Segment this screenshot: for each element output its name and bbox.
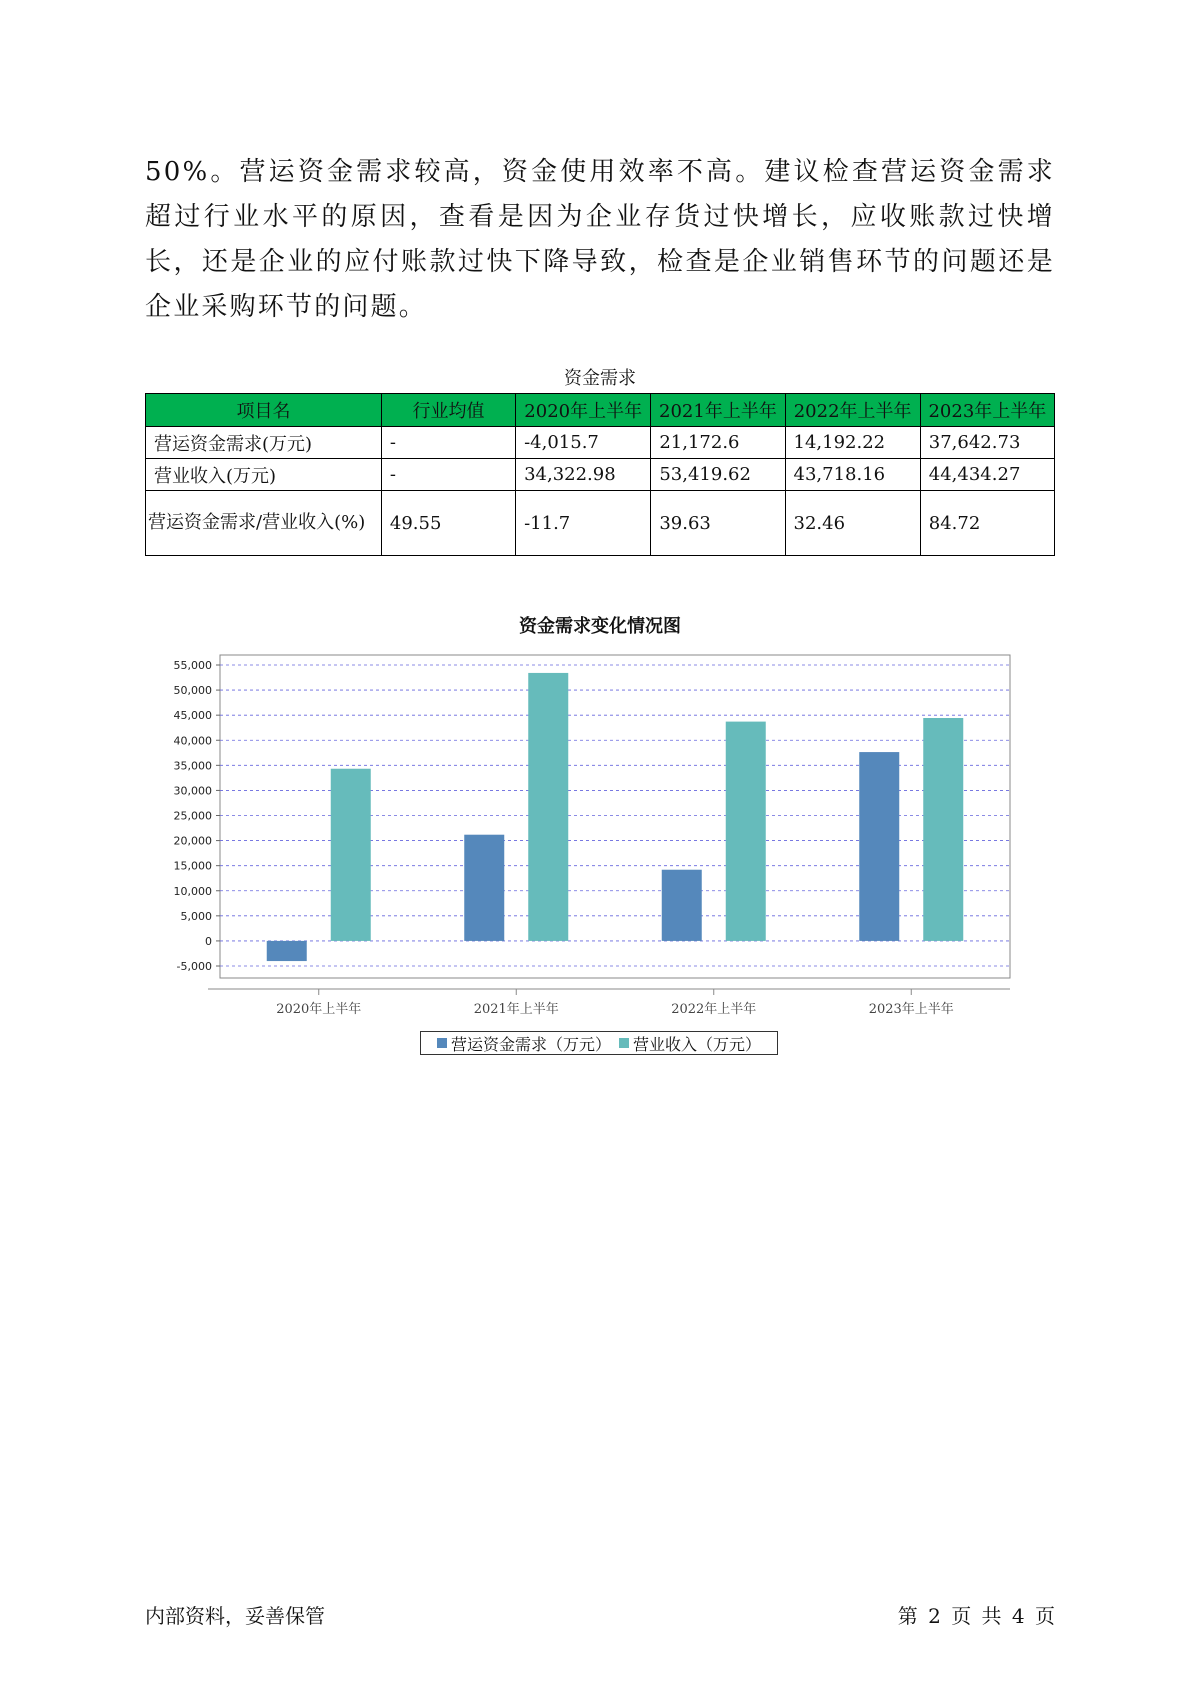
bar-revenue [923, 718, 963, 941]
table-cell: 34,322.98 [516, 459, 651, 491]
bar-revenue [528, 673, 568, 941]
y-tick-label: 35,000 [173, 759, 212, 773]
body-paragraph: 50%。营运资金需求较高，资金使用效率不高。建议检查营运资金需求超过行业水平的原因，查看是因为企业存货过快增长，应收账款过快增长，还是企业的应付账款过快下降导致，检查是企业销售环节的问题还是企业采购环节的问题。 [145, 157, 1055, 322]
y-tick-label: 15,000 [173, 859, 212, 873]
x-tick-label: 2020年上半年 [276, 1002, 362, 1017]
table-cell: 37,642.73 [920, 427, 1054, 459]
table-row [146, 491, 1055, 556]
header-2023h1: 2023年上半年 [920, 394, 1054, 427]
legend-label-working-capital: 营运资金需求（万元） [450, 1034, 611, 1054]
table-cell: 营运资金需求/营业收入(%) [146, 491, 382, 556]
y-tick-label: 25,000 [173, 809, 212, 823]
table-cell: -11.7 [516, 491, 651, 556]
table-cell: 32.46 [785, 491, 920, 556]
y-tick-label: 55,000 [173, 659, 212, 672]
table-cell: 营业收入(万元) [146, 459, 382, 491]
x-tick-label: 2022年上半年 [671, 1002, 757, 1017]
capital-demand-chart [150, 640, 1030, 1020]
y-tick-label: 20,000 [173, 834, 212, 848]
y-tick-label: 45,000 [173, 709, 212, 723]
table-cell: - [381, 427, 515, 459]
legend-item-working-capital [437, 1032, 611, 1055]
table-row [146, 459, 1055, 491]
header-industry-avg: 行业均值 [381, 394, 515, 427]
table-cell: 营运资金需求(万元) [146, 427, 382, 459]
legend-item-revenue [619, 1032, 761, 1055]
y-tick-label: 5,000 [180, 909, 212, 923]
y-tick-label: -5,000 [176, 960, 212, 973]
header-2020h1: 2020年上半年 [516, 394, 651, 427]
chart-legend [420, 1031, 778, 1055]
bar-revenue [331, 769, 371, 941]
table-cell: 49.55 [381, 491, 515, 556]
y-tick-label: 30,000 [173, 784, 212, 798]
table-cell: 21,172.6 [651, 427, 785, 459]
table-cell: -4,015.7 [516, 427, 651, 459]
legend-swatch-revenue [619, 1038, 629, 1048]
x-tick-label: 2021年上半年 [473, 1002, 559, 1017]
bar-revenue [726, 722, 766, 941]
table-caption: 资金需求 [564, 368, 636, 389]
table-row [146, 427, 1055, 459]
table-cell: 53,419.62 [651, 459, 785, 491]
legend-swatch-working-capital [437, 1038, 447, 1048]
bar-working-capital [464, 835, 504, 941]
header-2022h1: 2022年上半年 [785, 394, 920, 427]
table-cell: - [381, 459, 515, 491]
table-cell: 43,718.16 [785, 459, 920, 491]
footer-confidential: 内部资料，妥善保管 [145, 1604, 325, 1628]
table-cell: 39.63 [651, 491, 785, 556]
chart-title: 资金需求变化情况图 [519, 616, 681, 637]
table-cell: 84.72 [920, 491, 1054, 556]
table-cell: 44,434.27 [920, 459, 1054, 491]
header-2021h1: 2021年上半年 [651, 394, 785, 427]
capital-demand-table [145, 393, 1055, 556]
bar-working-capital [267, 941, 307, 961]
y-tick-label: 40,000 [173, 734, 212, 748]
bar-working-capital [662, 870, 702, 941]
y-tick-label: 0 [205, 934, 212, 948]
bar-working-capital [859, 752, 899, 941]
table-header-row [146, 394, 1055, 427]
x-tick-label: 2023年上半年 [868, 1002, 954, 1017]
table-cell: 14,192.22 [785, 427, 920, 459]
header-item-name: 项目名 [146, 394, 382, 427]
legend-label-revenue: 营业收入（万元） [633, 1034, 762, 1054]
footer-page-number: 第 2 页 共 4 页 [897, 1604, 1055, 1628]
y-tick-label: 10,000 [173, 884, 212, 898]
y-tick-label: 50,000 [173, 684, 212, 698]
